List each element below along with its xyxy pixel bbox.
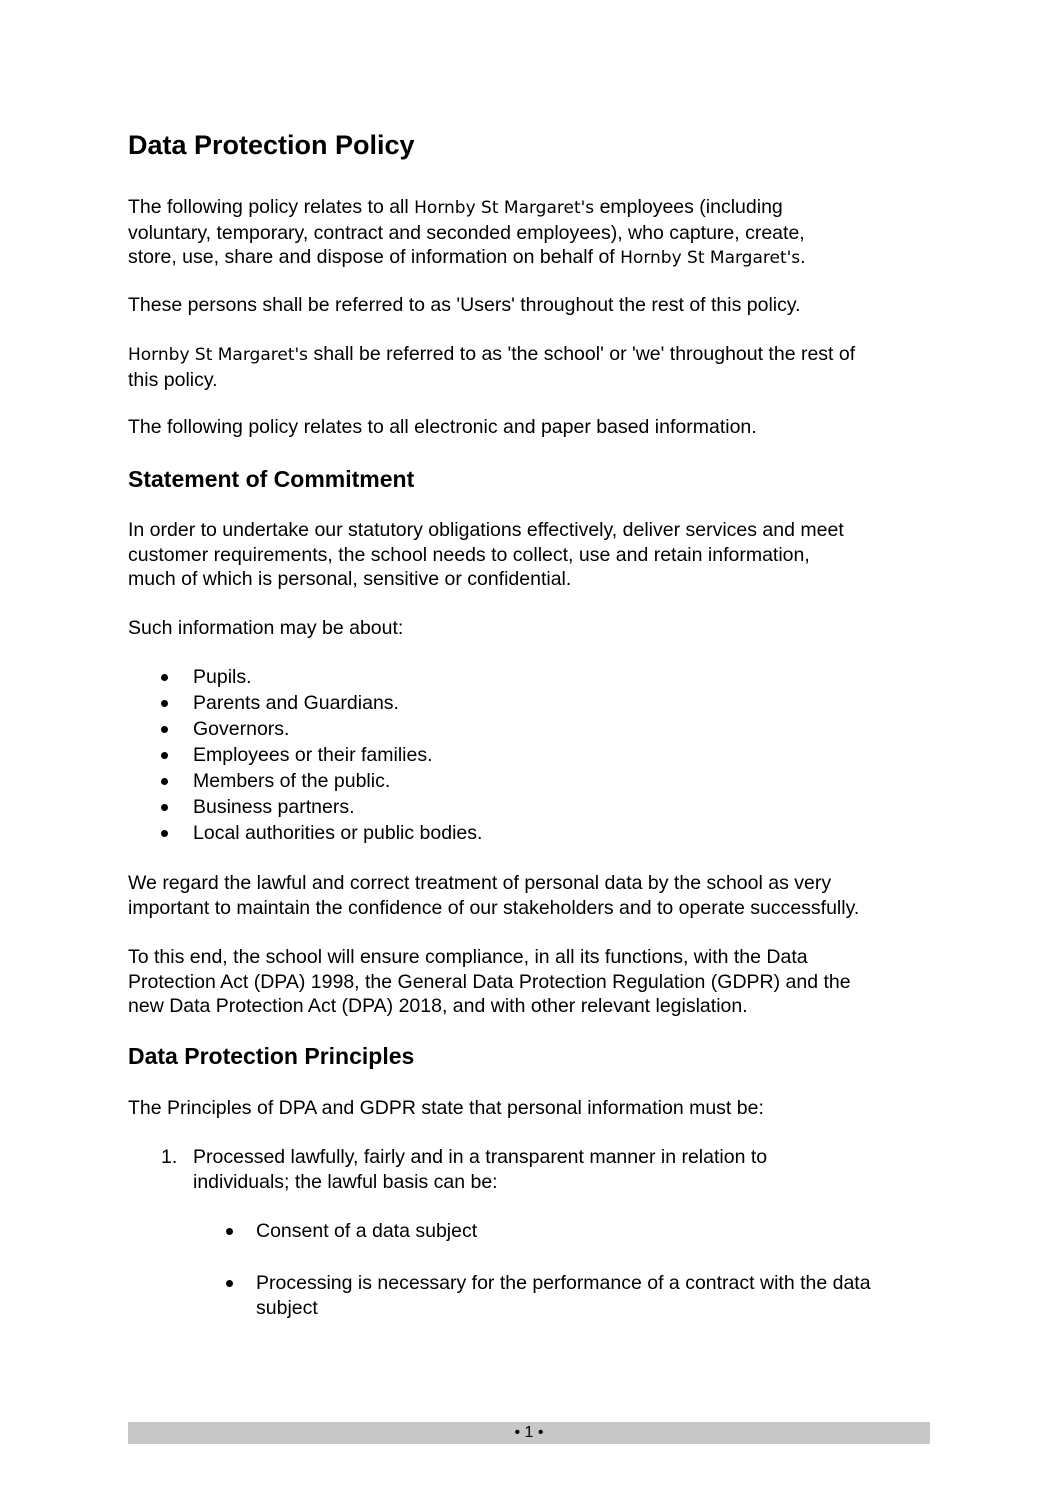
list-number: 1.: [161, 1146, 178, 1168]
text-line: We regard the lawful and correct treatment of personal data by the school as very: [128, 872, 832, 894]
information-subjects-list: [128, 664, 482, 846]
text-line: important to maintain the confidence of our stakeholders and to operate successfully.: [128, 896, 860, 919]
principles-intro: [128, 1096, 930, 1121]
principle-text: [193, 1145, 893, 1194]
bullet-icon: [161, 726, 168, 733]
lawful-basis-item: [128, 1271, 930, 1321]
list-item-label: Local authorities or public bodies.: [193, 822, 483, 844]
bullet-icon: [161, 700, 168, 707]
bullet-icon: [161, 804, 168, 811]
text-line: customer requirements, the school needs to collect, use and retain information,: [128, 543, 810, 566]
list-item: [128, 742, 482, 768]
text-line: this policy.: [128, 368, 218, 391]
list-item-label: Pupils.: [193, 666, 252, 688]
intro-paragraph-1: [128, 195, 930, 271]
text-fragment: shall be referred to as 'the school' or 'we' throughout the rest of: [308, 343, 856, 365]
lawful-basis-item: [128, 1219, 930, 1244]
text-line: Processed lawfully, fairly and in a transparent manner in relation to: [193, 1146, 768, 1168]
bullet-icon: [161, 778, 168, 785]
list-item-label: Parents and Guardians.: [193, 692, 399, 714]
commitment-paragraph-3: [128, 871, 930, 920]
page-number: • 1 •: [514, 1424, 544, 1441]
list-item: [128, 664, 482, 690]
intro-paragraph-4: [128, 415, 930, 440]
text-line: The Principles of DPA and GDPR state that personal information must be:: [128, 1097, 764, 1119]
lawful-basis-text: [256, 1271, 936, 1320]
text-line: much of which is personal, sensitive or confidential.: [128, 568, 572, 590]
list-item: [128, 768, 482, 794]
text-fragment: .: [800, 246, 806, 268]
bullet-icon: [226, 1280, 233, 1287]
text-line: Processing is necessary for the performance of a contract with the data: [256, 1272, 871, 1294]
text-fragment: employees (including: [594, 196, 783, 218]
bullet-icon: [161, 830, 168, 837]
section-heading-commitment: Statement of Commitment: [128, 466, 415, 492]
text-line: These persons shall be referred to as 'Users' throughout the rest of this policy.: [128, 294, 801, 316]
commitment-paragraph-1: [128, 518, 930, 592]
list-item-label: Business partners.: [193, 796, 355, 818]
section-heading-principles: Data Protection Principles: [128, 1043, 415, 1069]
list-item: [128, 820, 482, 846]
list-item: [128, 716, 482, 742]
text-line: The following policy relates to all electronic and paper based information.: [128, 416, 757, 438]
list-item-label: Employees or their families.: [193, 744, 433, 766]
text-fragment: store, use, share and dispose of information on behalf of: [128, 246, 621, 268]
text-line: In order to undertake our statutory obligations effectively, deliver services and meet: [128, 519, 844, 541]
intro-paragraph-3: [128, 342, 930, 392]
list-item-label: Governors.: [193, 718, 290, 740]
text-line: individuals; the lawful basis can be:: [193, 1170, 498, 1193]
org-name: Hornby St Margaret's: [414, 198, 595, 218]
commitment-paragraph-2: [128, 616, 930, 641]
principle-item-1: [128, 1145, 930, 1195]
text-line: Consent of a data subject: [256, 1220, 478, 1242]
text-line: To this end, the school will ensure compliance, in all its functions, with the Data: [128, 946, 808, 968]
text-line: new Data Protection Act (DPA) 2018, and with other relevant legislation.: [128, 995, 748, 1017]
commitment-paragraph-4: [128, 945, 930, 1019]
list-item: [128, 794, 482, 820]
list-item-label: Members of the public.: [193, 770, 391, 792]
bullet-icon: [226, 1228, 233, 1235]
org-name: Hornby St Margaret's: [620, 248, 801, 268]
intro-paragraph-2: [128, 293, 930, 318]
lawful-basis-text: [256, 1219, 936, 1244]
text-line: Such information may be about:: [128, 617, 404, 639]
page-title: Data Protection Policy: [128, 130, 415, 160]
page-footer: [128, 1422, 930, 1444]
text-line: Protection Act (DPA) 1998, the General Data Protection Regulation (GDPR) and the: [128, 970, 851, 993]
list-item: [128, 690, 482, 716]
text-line: voluntary, temporary, contract and seconded employees), who capture, create,: [128, 221, 805, 244]
org-name: Hornby St Margaret's: [128, 345, 309, 365]
text-line: subject: [256, 1296, 318, 1319]
bullet-icon: [161, 752, 168, 759]
text-fragment: The following policy relates to all: [128, 196, 415, 218]
bullet-icon: [161, 674, 168, 681]
